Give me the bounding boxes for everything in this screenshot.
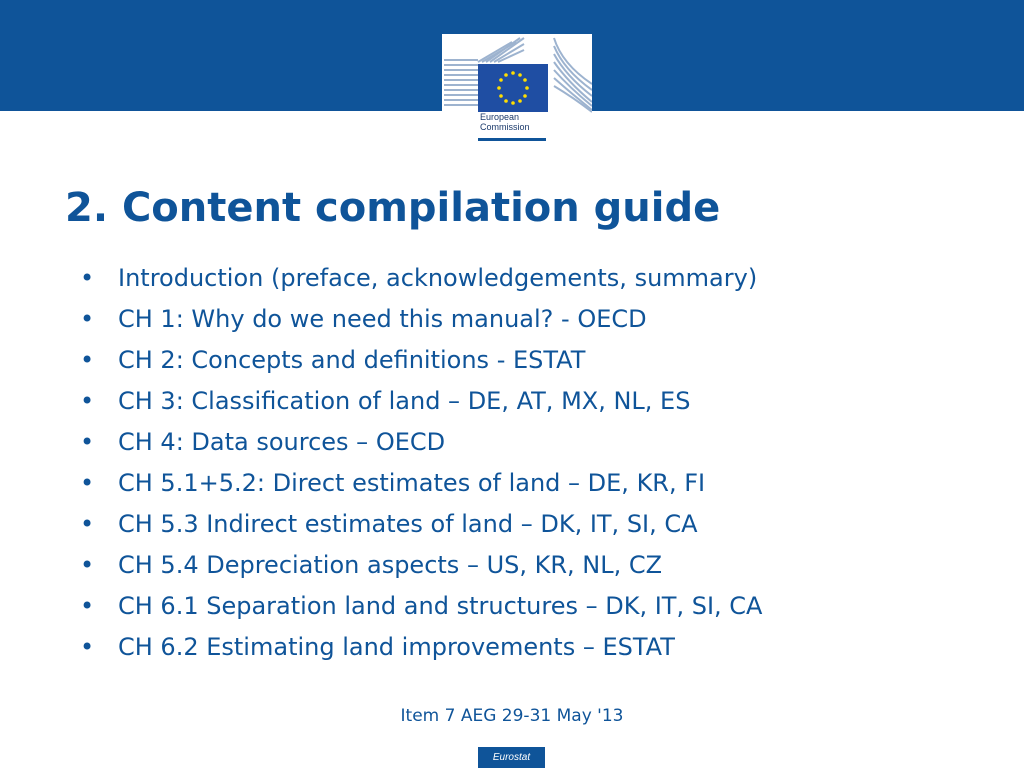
logo-line-commission: Commission [480,122,530,132]
logo-line-european: European [480,112,520,122]
bullet-dot: • [80,346,95,374]
list-item-text: CH 3: Classification of land – DE, AT, MX, NL, ES [118,387,691,415]
list-item-text: Introduction (preface, acknowledgements, summary) [118,264,758,292]
bullet-dot: • [80,510,95,538]
bullet-dot: • [80,428,95,456]
bullet-dot: • [80,264,95,292]
list-item [80,299,762,340]
bullet-dot: • [80,305,95,333]
list-item [80,340,762,381]
list-item [80,504,762,545]
bullet-dot: • [80,633,95,661]
eu-flag-icon [478,64,548,112]
eurostat-badge: Eurostat [478,747,545,768]
list-item [80,545,762,586]
list-item-text: CH 6.2 Estimating land improvements – ESTAT [118,633,675,661]
slide-title: 2. Content compilation guide [65,185,721,231]
footer-text: Item 7 AEG 29-31 May '13 [400,706,624,726]
list-item [80,258,762,299]
bullet-dot: • [80,469,95,497]
list-item [80,381,762,422]
list-item [80,627,762,668]
list-item-text: CH 2: Concepts and definitions - ESTAT [118,346,586,374]
list-item-text: CH 5.3 Indirect estimates of land – DK, IT, SI, CA [118,510,698,538]
eu-commission-logo [442,34,592,144]
list-item-text: CH 5.1+5.2: Direct estimates of land – DE, KR, FI [118,469,706,497]
list-item-text: CH 4: Data sources – OECD [118,428,446,456]
logo-text [480,112,530,132]
list-item-text: CH 6.1 Separation land and structures – DK, IT, SI, CA [118,592,763,620]
bullet-list [80,258,762,668]
bullet-dot: • [80,592,95,620]
list-item [80,463,762,504]
bullet-dot: • [80,387,95,415]
list-item-text: CH 5.4 Depreciation aspects – US, KR, NL, CZ [118,551,663,579]
bullet-dot: • [80,551,95,579]
list-item [80,586,762,627]
list-item [80,422,762,463]
list-item-text: CH 1: Why do we need this manual? - OECD [118,305,647,333]
logo-underline [478,138,546,141]
